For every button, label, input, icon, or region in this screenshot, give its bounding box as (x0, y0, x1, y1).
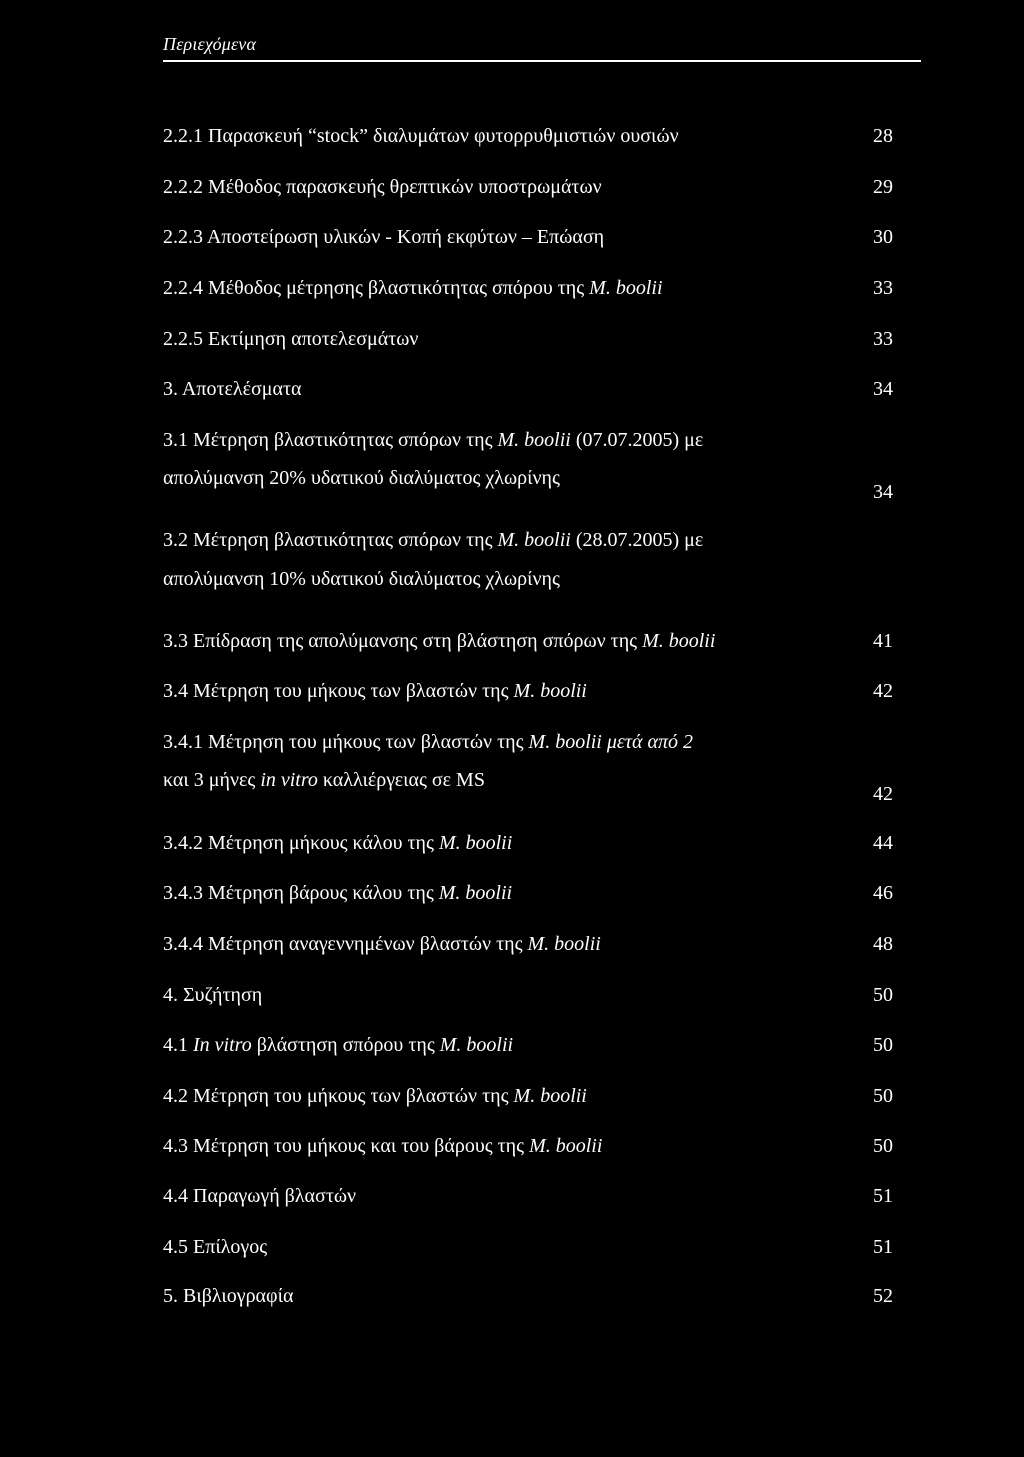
toc-entry-page-number: 42 (873, 783, 893, 805)
toc-entry-title-part: 3.1 Μέτρηση βλαστικότητας σπόρων της (163, 429, 498, 451)
toc-entry (163, 984, 893, 1006)
toc-entry-title-part: M. boolii (438, 832, 513, 854)
toc-entry (163, 1185, 893, 1207)
toc-entry-title-part: απολύμανση 20% υδατικού διαλύματος χλωρίνης (163, 467, 560, 489)
toc-entry-title-part: M. boolii (589, 277, 663, 299)
toc-entry-title-part: M. boolii (528, 731, 602, 753)
toc-entry (163, 1285, 893, 1307)
toc-entry-title (163, 1034, 513, 1056)
toc-entry (163, 467, 893, 489)
toc-entry-title (163, 125, 679, 147)
toc-entry-page-number: 48 (873, 933, 893, 955)
toc-entry-title-part: (28.07.2005) με (570, 529, 704, 551)
toc-entry-title-part: M. boolii (439, 1034, 514, 1056)
toc-entry-page-number: 46 (873, 882, 893, 904)
toc-entry-title-part: 3. Αποτελέσματα (163, 378, 302, 400)
toc-entry-title-part: M. boolii (513, 1085, 587, 1107)
toc-entry-page-number: 51 (873, 1185, 893, 1207)
toc-entry-title-part: 3.4 Μέτρηση του μήκους των βλαστών της (163, 680, 514, 702)
toc-entry-title-part: 2.2.3 Αποστείρωση υλικών - Κοπή εκφύτων – Επώαση (163, 226, 605, 248)
toc-entry-title-part: 4.4 Παραγωγή βλαστών (163, 1185, 357, 1207)
toc-entry (163, 882, 893, 904)
toc-entry-title-part: 5. Βιβλιογραφία (163, 1285, 294, 1307)
toc-entry-title (163, 630, 715, 652)
toc-entry (163, 429, 893, 451)
toc-entry (163, 769, 893, 791)
page-header-title: Περιεχόμενα (163, 34, 257, 54)
toc-entry-page-number: 29 (873, 176, 893, 198)
toc-entry-page-number: 50 (873, 984, 893, 1006)
toc-entry-title (163, 1085, 587, 1107)
toc-entry (163, 680, 893, 702)
toc-entry-title (163, 933, 601, 955)
toc-entry-title (163, 984, 262, 1006)
toc-entry-page-number: 33 (873, 277, 893, 299)
toc-entry-title (163, 769, 485, 791)
toc-entry-title-part: M. boolii (529, 1135, 603, 1157)
toc-entry (163, 832, 893, 854)
toc-entry-title (163, 832, 512, 854)
toc-entry-title (163, 176, 602, 198)
toc-entry-title-part: (07.07.2005) με (570, 429, 704, 451)
toc-entry-title (163, 680, 587, 702)
toc-entry-title-part: 2.2.5 Εκτίμηση αποτελεσμάτων (163, 328, 419, 350)
toc-entry-title-part: M. boolii (527, 933, 601, 955)
toc-entry-title-part: M. boolii (513, 680, 587, 702)
header-rule (163, 60, 921, 62)
toc-entry-title-part: 3.4.3 Μέτρηση βάρους κάλου της (163, 882, 439, 904)
toc-entry-title (163, 378, 301, 400)
toc-entry-title-part: μετά από 2 (601, 731, 693, 753)
toc-entry-title (163, 226, 604, 248)
toc-entry (163, 176, 893, 198)
toc-entry-page-number: 50 (873, 1135, 893, 1157)
toc-entry-page-number: 34 (873, 481, 893, 503)
toc-entry-title-part: in vitro (260, 769, 318, 791)
toc-entry-title-part: 3.3 Επίδραση της απολύμανσης στη βλάστηση σπόρων της (163, 630, 643, 652)
toc-entry-title (163, 731, 693, 753)
toc-entry-title (163, 467, 560, 489)
toc-entry (163, 630, 893, 652)
toc-entry-title-part: απολύμανση 10% υδατικού διαλύματος χλωρίνης (163, 568, 560, 590)
toc-entry (163, 529, 893, 551)
toc-entry-title (163, 882, 512, 904)
toc-entry (163, 125, 893, 147)
toc-entry-title (163, 529, 703, 551)
toc-entry-title-part: 4.2 Μέτρηση του μήκους των βλαστών της (163, 1085, 514, 1107)
toc-entry-title (163, 429, 703, 451)
toc-entry-page-number: 42 (873, 680, 893, 702)
toc-entry (163, 568, 893, 590)
toc-entry-title-part: 2.2.1 Παρασκευή “stock” διαλυμάτων φυτορρυθμιστιών ουσιών (163, 125, 679, 147)
toc-entry-title (163, 1185, 356, 1207)
toc-entry (163, 226, 893, 248)
toc-entry-title-part: 2.2.2 Μέθοδος παρασκευής θρεπτικών υποστρωμάτων (163, 176, 602, 198)
toc-entry (163, 1034, 893, 1056)
toc-entry (163, 1135, 893, 1157)
toc-entry-page-number: 28 (873, 125, 893, 147)
toc-entry-title-part: 3.4.1 Μέτρηση του μήκους των βλαστών της (163, 731, 529, 753)
toc-entry-page-number: 33 (873, 328, 893, 350)
toc-entry-title-part: 3.2 Μέτρηση βλαστικότητας σπόρων της (163, 529, 498, 551)
toc-entry (163, 328, 893, 350)
toc-entry (163, 933, 893, 955)
toc-entry-title-part: M. boolii (497, 429, 571, 451)
toc-entry-title-part: M. boolii (438, 882, 513, 904)
toc-entry (163, 1236, 893, 1258)
toc-entry-page-number: 52 (873, 1285, 893, 1307)
toc-entry (163, 1085, 893, 1107)
toc-entry-title-part: 4.1 (163, 1034, 193, 1056)
toc-entry (163, 277, 893, 299)
toc-entry-page-number: 50 (873, 1085, 893, 1107)
toc-entry-title (163, 1135, 602, 1157)
toc-entry-title (163, 277, 663, 299)
toc-entry-title-part: 4.3 Μέτρηση του μήκους και του βάρους της (163, 1135, 530, 1157)
toc-entry-page-number: 44 (873, 832, 893, 854)
toc-entry-title (163, 328, 418, 350)
toc-entry-title-part: 2.2.4 Μέθοδος μέτρησης βλαστικότητας σπόρου της (163, 277, 590, 299)
toc-entry-page-number: 41 (873, 630, 893, 652)
toc-entry-title (163, 1236, 267, 1258)
toc-entry-title (163, 1285, 293, 1307)
toc-entry-title-part: 4.5 Επίλογος (163, 1236, 268, 1258)
toc-entry-page-number: 34 (873, 378, 893, 400)
toc-entry-page-number: 30 (873, 226, 893, 248)
toc-entry-title-part: M. boolii (642, 630, 716, 652)
toc-entry-page-number: 51 (873, 1236, 893, 1258)
toc-entry-title-part: M. boolii (497, 529, 571, 551)
toc-entry-title-part: 4. Συζήτηση (163, 984, 263, 1006)
toc-entry-title-part: και 3 μήνες (163, 769, 261, 791)
toc-entry-title-part: 3.4.4 Μέτρηση αναγεννημένων βλαστών της (163, 933, 528, 955)
toc-entry-title (163, 568, 560, 590)
toc-entry-title-part: βλάστηση σπόρου της (251, 1034, 440, 1056)
toc-entry-page-number: 50 (873, 1034, 893, 1056)
toc-entry (163, 378, 893, 400)
toc-entry-title-part: 3.4.2 Μέτρηση μήκους κάλου της (163, 832, 439, 854)
toc-entry (163, 731, 893, 753)
toc-entry-title-part: καλλιέργειας σε MS (317, 769, 485, 791)
toc-entry-title-part: In vitro (193, 1034, 252, 1056)
